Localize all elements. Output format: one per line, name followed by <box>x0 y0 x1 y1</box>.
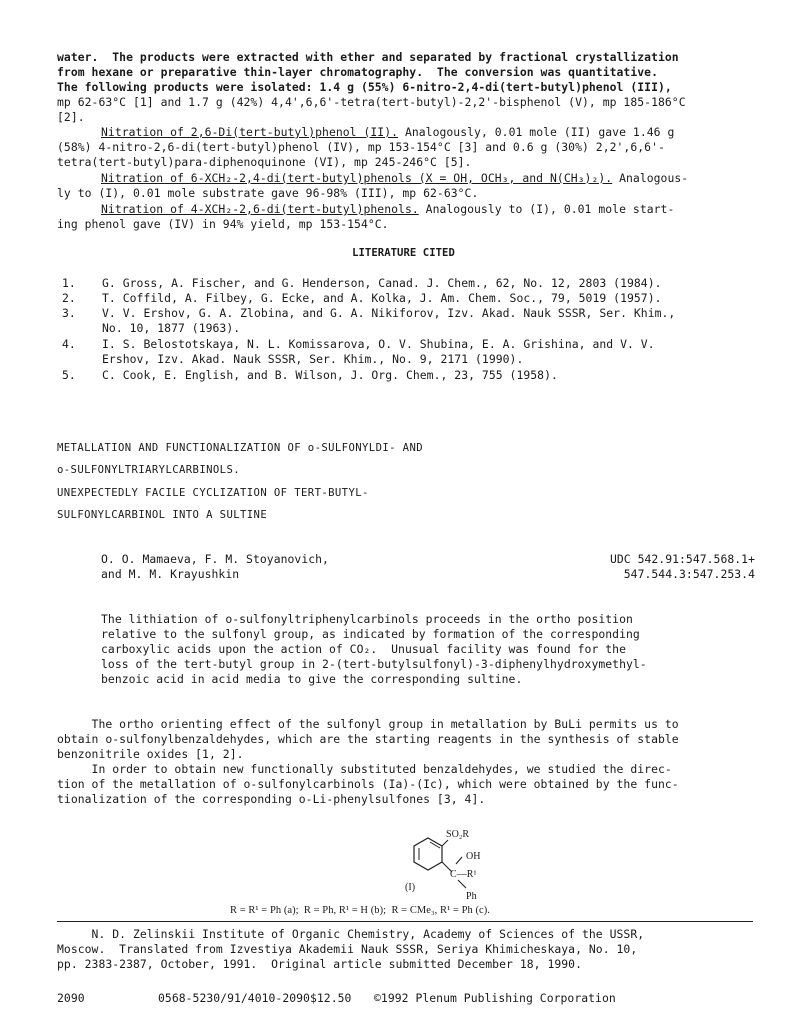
text-line: ly to (I), 0.01 mole substrate gave 96-98% (III), mp 62-63°C. <box>57 186 479 200</box>
abstract-line: loss of the tert-butyl group in 2-(tert-butylsulfonyl)-3-diphenylhydroxymethyl- <box>101 657 647 671</box>
author-line: and M. M. Krayushkin <box>101 567 240 581</box>
title-line: UNEXPECTEDLY FACILE CYCLIZATION OF TERT-BUTYL- <box>57 487 369 499</box>
body-line: The ortho orienting effect of the sulfonyl group in metallation by BuLi permits us to <box>57 717 679 731</box>
reference-number: 4. <box>62 337 76 351</box>
reference-number: 5. <box>62 368 76 382</box>
text-line: water. The products were extracted with ether and separated by fractional crystallization <box>57 50 679 64</box>
ph-label: Ph <box>466 891 477 902</box>
reference-text: No. 10, 1877 (1963). <box>102 321 241 335</box>
text-run: Analogously to (I), 0.01 mole start- <box>418 202 675 216</box>
body-line: benzonitrile oxides [1, 2]. <box>57 747 244 761</box>
reference-text: V. V. Ershov, G. A. Zlobina, and G. A. Nikiforov, Izv. Akad. Nauk SSSR, Ser. Khim., <box>102 306 676 320</box>
title-line: SULFONYLCARBINOL INTO A SULTINE <box>57 509 268 521</box>
footnote-divider <box>57 921 753 922</box>
text-line: The following products were isolated: 1.4 g (55%) 6-nitro-2,4-di(tert-butyl)phenol (III), <box>57 80 672 94</box>
reference-text: Ershov, Izv. Akad. Nauk SSSR, Ser. Khim., No. 9, 2171 (1990). <box>102 352 524 366</box>
c-oh-bond <box>456 857 462 864</box>
aromatic-double-bond <box>430 842 440 848</box>
author-line: O. O. Mamaeva, F. M. Stoyanovich, <box>101 552 329 566</box>
copyright: ©1992 Plenum Publishing Corporation <box>374 991 616 1005</box>
substituent-legend: R = R¹ = Ph (a); R = Ph, R¹ = H (b); R = CMe₃, R¹ = Ph (c). <box>230 905 490 916</box>
text-line: ing phenol gave (IV) in 94% yield, mp 153-154°C. <box>57 217 389 231</box>
body-line: tionalization of the corresponding o-Li-phenylsulfones [3, 4]. <box>57 792 486 806</box>
text-run: Analogous- <box>612 171 689 185</box>
abstract-line: benzoic acid in acid media to give the corresponding sultine. <box>101 672 523 686</box>
reference-text: G. Gross, A. Fischer, and G. Henderson, Canad. J. Chem., 62, No. 12, 2803 (1984). <box>102 276 662 290</box>
issn-price: 0568-5230/91/4010-2090$12.50 <box>158 991 352 1005</box>
udc-line: UDC 542.91:547.568.1+ <box>609 552 755 566</box>
body-line: tion of the metallation of o-sulfonylcarbinols (Ia)-(Ic), which were obtained by the func- <box>57 777 679 791</box>
benzene-ring <box>414 838 442 870</box>
c-r1-label: C—R¹ <box>450 869 477 880</box>
nitration-xch2-first-line <box>101 171 688 185</box>
text-line: (58%) 4-nitro-2,6-di(tert-butyl)phenol (IV), mp 153-154°C [3] and 0.6 g (30%) 2,2',6,6'- <box>57 140 665 154</box>
footnote-line: pp. 2383-2387, October, 1991. Original article submitted December 18, 1990. <box>57 957 582 971</box>
reference-number: 3. <box>62 306 76 320</box>
section-heading: Nitration of 6-XCH₂-2,4-di(tert-butyl)phenols (X = OH, OCH₃, and N(CH₃)₂). <box>101 171 613 185</box>
reference-number: 1. <box>62 276 76 290</box>
section-heading: Nitration of 4-XCH₂-2,6-di(tert-butyl)phenols. <box>101 202 419 216</box>
reference-number: 2. <box>62 291 76 305</box>
title-line: o-SULFONYLTRIARYLCARBINOLS. <box>57 464 241 476</box>
nitration-ii-first-line <box>101 125 674 139</box>
literature-cited-heading: LITERATURE CITED <box>352 247 455 259</box>
section-heading: Nitration of 2,6-Di(tert-butyl)phenol (II). <box>101 125 399 139</box>
abstract-line: The lithiation of o-sulfonyltriphenylcarbinols proceeds in the ortho position <box>101 612 633 626</box>
abstract-line: carboxylic acids upon the action of CO₂. Unusual facility was found for the <box>101 642 626 656</box>
text-line: from hexane or preparative thin-layer chromatography. The conversion was quantitative. <box>57 65 658 79</box>
text-line: tetra(tert-butyl)para-diphenoquinone (VI), mp 245-246°C [5]. <box>57 155 472 169</box>
nitration-4xch2-first-line <box>101 202 674 216</box>
text-line: [2]. <box>57 110 85 124</box>
compound-label: (I) <box>405 882 416 893</box>
page-number: 2090 <box>57 991 85 1005</box>
reference-text: C. Cook, E. English, and B. Wilson, J. Org. Chem., 23, 755 (1958). <box>102 368 558 382</box>
text-run: Analogously, 0.01 mole (II) gave 1.46 g <box>398 125 675 139</box>
chemical-structure <box>390 826 530 910</box>
body-line: In order to obtain new functionally substituted benzaldehydes, we studied the direc- <box>57 762 672 776</box>
text-line: mp 62-63°C [1] and 1.7 g (42%) 4,4',6,6'-tetra(tert-butyl)-2,2'-bisphenol (V), mp 185-186°C <box>57 95 686 109</box>
title-line: METALLATION AND FUNCTIONALIZATION OF o-SULFONYLDI- AND <box>57 442 424 454</box>
footnote-line: Moscow. Translated from Izvestiya Akademii Nauk SSSR, Seriya Khimicheskaya, No. 10, <box>57 942 638 956</box>
udc-line: 547.544.3:547.253.4 <box>623 567 755 581</box>
so2r-label: SO₂R <box>446 829 470 840</box>
body-line: obtain o-sulfonylbenzaldehydes, which are the starting reagents in the synthesis of stable <box>57 732 679 746</box>
oh-label: OH <box>466 851 481 862</box>
reference-text: I. S. Belostotskaya, N. L. Komissarova, O. V. Shubina, E. A. Grishina, and V. V. <box>102 337 655 351</box>
reference-text: T. Coffild, A. Filbey, G. Ecke, and A. Kolka, J. Am. Chem. Soc., 79, 5019 (1957). <box>102 291 662 305</box>
abstract-line: relative to the sulfonyl group, as indicated by formation of the corresponding <box>101 627 640 641</box>
footnote-line: N. D. Zelinskii Institute of Organic Chemistry, Academy of Sciences of the USSR, <box>57 927 645 941</box>
